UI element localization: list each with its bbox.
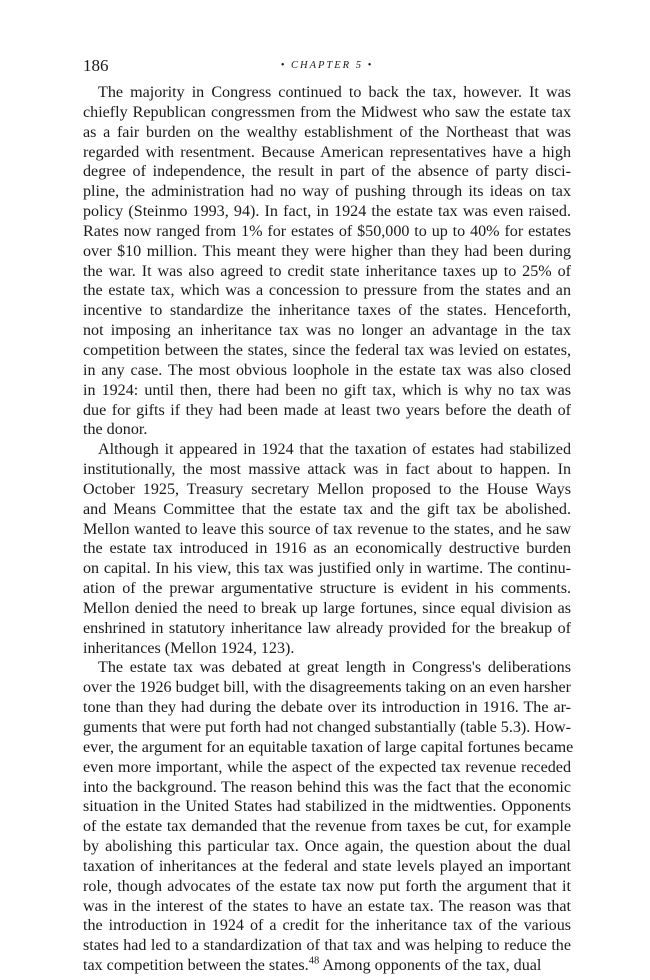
text-line: of the estate tax demanded that the revenue from taxes be cut, for example bbox=[83, 818, 571, 836]
text-line: tone than they had during the debate over its introduction in 1916. The ar- bbox=[83, 699, 571, 717]
text-line bbox=[83, 956, 571, 976]
text-span: Among opponents of the tax, dual bbox=[319, 957, 542, 975]
text-line: inheritances (Mellon 1924, 123). bbox=[83, 639, 295, 657]
text-line: as a fair burden on the wealthy establishment of the Northeast that was bbox=[83, 123, 571, 141]
text-line: the estate tax, which was a concession to pressure from the states and an bbox=[83, 282, 571, 300]
text-line: due for gifts if they had been made at least two years before the death of bbox=[83, 401, 571, 419]
text-line: was in the interest of the states to have an estate tax. The reason was that bbox=[83, 897, 571, 915]
text-line: degree of independence, the result in part of the absence of party disci- bbox=[83, 163, 571, 181]
text-line: The majority in Congress continued to back the tax, however. It was bbox=[98, 84, 571, 101]
text-line: by abolishing this particular tax. Once again, the question about the dual bbox=[83, 838, 571, 856]
text-line: over $10 million. This meant they were higher than they had been during bbox=[83, 242, 571, 260]
page-number: 186 bbox=[83, 56, 109, 75]
text-line: enshrined in statutory inheritance law already provided for the breakup of bbox=[83, 619, 571, 637]
text-line: policy (Steinmo 1993, 94). In fact, in 1924 the estate tax was even raised. bbox=[83, 203, 571, 221]
text-line: taxation of inheritances at the federal and state levels played an important bbox=[83, 857, 571, 875]
text-line: pline, the administration had no way of pushing through its ideas on tax bbox=[83, 183, 571, 201]
text-line: guments that were put forth had not changed substantially (table 5.3). How- bbox=[83, 719, 571, 736]
text-line: Rates now ranged from 1% for estates of $50,000 to up to 40% for estates bbox=[83, 222, 571, 240]
running-head bbox=[83, 56, 571, 80]
text-line: states had led to a standardization of that tax and was helping to reduce the bbox=[83, 937, 571, 955]
text-line: on capital. In his view, this tax was justified only in wartime. The continu- bbox=[83, 560, 571, 578]
text-line: competition between the states, since the federal tax was levied on estates, bbox=[83, 341, 571, 359]
text-line: Mellon wanted to leave this source of tax revenue to the states, and he saw bbox=[83, 520, 571, 538]
text-line: Although it appeared in 1924 that the taxation of estates had stabilized bbox=[98, 441, 571, 459]
text-line: role, though advocates of the estate tax now put forth the argument that it bbox=[83, 877, 571, 895]
text-line: over the 1926 budget bill, with the disagreements taking on an even harsher bbox=[83, 679, 571, 697]
chapter-heading: • CHAPTER 5 • bbox=[280, 60, 374, 71]
text-line: situation in the United States had stabilized in the midtwenties. Opponents bbox=[83, 798, 571, 816]
text-line: not imposing an inheritance tax was no longer an advantage in the tax bbox=[83, 322, 571, 340]
text-line: incentive to standardize the inheritance taxes of the states. Henceforth, bbox=[83, 302, 571, 320]
footnote-reference[interactable]: 48 bbox=[308, 955, 320, 967]
text-line: institutionally, the most massive attack was in fact about to happen. In bbox=[83, 461, 571, 479]
text-line: the introduction in 1924 of a credit for the inheritance tax of the various bbox=[83, 917, 571, 935]
text-line: in any case. The most obvious loophole in the estate tax was also closed bbox=[83, 361, 571, 379]
text-line: the donor. bbox=[83, 421, 148, 439]
text-line: October 1925, Treasury secretary Mellon proposed to the House Ways bbox=[83, 480, 571, 498]
paragraph bbox=[83, 440, 571, 658]
text-line: and Means Committee that the estate tax and the gift tax be abolished. bbox=[83, 500, 571, 518]
text-line: regarded with resentment. Because American representatives have a high bbox=[83, 143, 571, 161]
text-line: ever, the argument for an equitable taxation of large capital fortunes became bbox=[83, 738, 574, 756]
text-span: tax competition between the states. bbox=[83, 957, 309, 975]
text-line: Mellon denied the need to break up large fortunes, since equal division as bbox=[83, 599, 571, 617]
text-line: ation of the prewar argumentative structure is evident in his comments. bbox=[83, 580, 571, 598]
text-line: chiefly Republican congressmen from the Midwest who saw the estate tax bbox=[83, 103, 571, 121]
text-line: even more important, while the aspect of the expected tax revenue receded bbox=[83, 758, 571, 776]
body-text bbox=[83, 83, 574, 976]
paragraph bbox=[83, 83, 571, 440]
text-line: the estate tax introduced in 1916 as an economically destructive burden bbox=[83, 540, 571, 558]
text-line: the war. It was also agreed to credit state inheritance taxes up to 25% of bbox=[83, 262, 571, 280]
paragraph bbox=[83, 658, 574, 976]
text-line: The estate tax was debated at great length in Congress's deliberations bbox=[98, 659, 571, 677]
text-line: in 1924: until then, there had been no gift tax, which is why no tax was bbox=[83, 381, 571, 399]
text-line: into the background. The reason behind this was the fact that the economic bbox=[83, 778, 571, 796]
